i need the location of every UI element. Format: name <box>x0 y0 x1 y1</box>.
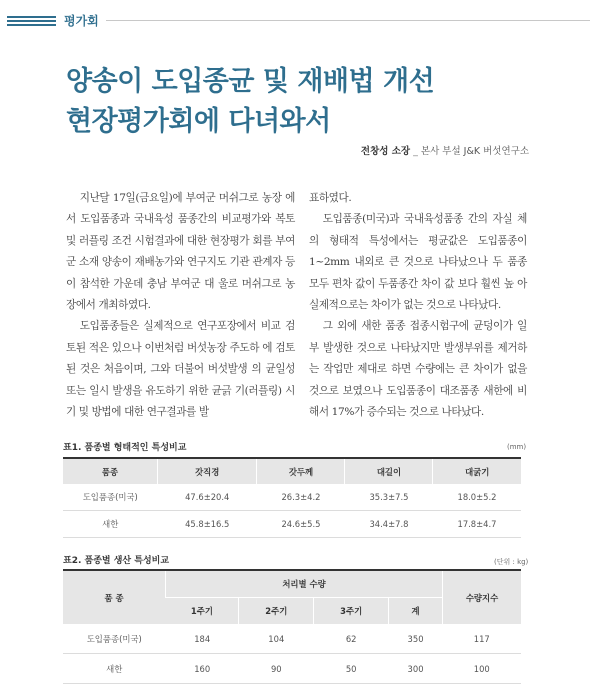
author-separator: _ <box>413 146 418 157</box>
body-line: 체의 형태적 특성에서는 평균값은 도입품종이 <box>309 213 527 247</box>
section-divider <box>106 20 590 21</box>
body-line: 해서 17%가 증수되는 것으로 나타났다. <box>309 406 484 419</box>
body-line: 부 발생한 것으로 나타났지만 발생부위를 제거하 <box>309 341 527 354</box>
body-line: 의 균일성 또는 일시 발생을 유도하기 위한 균긁 <box>66 363 296 397</box>
table1-header: 대길이 <box>345 458 433 484</box>
table1 <box>63 457 521 538</box>
table-cell: 새한 <box>63 511 158 538</box>
body-line: 지난달 17일(금요일)에 부여군 머쉬그로 농장 <box>79 192 282 204</box>
body-line: 기(러플링) 시기 및 방법에 대한 연구결과를 발 <box>66 384 296 419</box>
title-line-2: 현장평가회에 다녀와서 <box>66 106 331 137</box>
body-line: 표하였다. <box>309 192 352 204</box>
body-line: 1~2mm 내외로 큰 것으로 나타났으나 두 품종 <box>309 256 527 269</box>
body-line: 회를 부여군 소재 양송이 재배농가와 연구지도 <box>66 234 295 269</box>
table-cell: 도입품종(미국) <box>63 624 166 654</box>
table2-subheader: 1주기 <box>166 598 239 625</box>
table-cell: 24.6±5.5 <box>257 511 345 538</box>
table-cell: 26.3±4.2 <box>257 484 345 511</box>
table2-subheader: 계 <box>389 598 443 625</box>
body-paragraph <box>309 188 527 209</box>
table-cell: 50 <box>314 654 389 684</box>
table-cell: 100 <box>443 654 522 684</box>
table2-header-index: 수량지수 <box>443 570 522 624</box>
body-line: 그 외에 새한 품종 접종시험구에 균덩이가 일 <box>322 320 527 333</box>
table-cell: 90 <box>239 654 314 684</box>
table-cell: 300 <box>389 654 443 684</box>
author-affiliation: 본사 부설 J&K 버섯연구소 <box>420 146 529 157</box>
body-line: 모두 편차 값이 두품종간 차이 값 보다 훨씬 높 <box>309 277 514 290</box>
table1-title: 표1. 품종별 형태적인 특성비교 <box>63 443 187 453</box>
body-line: 기관 관계자 등이 참석한 가운데 충남 부여군 대 <box>66 256 296 290</box>
table-cell: 18.0±5.2 <box>433 484 521 511</box>
table-cell: 45.8±16.5 <box>158 511 257 538</box>
table-cell: 184 <box>166 624 239 654</box>
section-label: 평가회 <box>64 14 99 28</box>
table-cell: 17.8±4.7 <box>433 511 521 538</box>
table-cell: 47.6±20.4 <box>158 484 257 511</box>
table2-subheader: 3주기 <box>314 598 389 625</box>
body-paragraph <box>309 209 527 316</box>
body-line: 아 실제적으로는 차이가 없는 것으로 나타났다. <box>309 277 527 312</box>
table-cell: 도입품종(미국) <box>63 484 158 511</box>
table1-header: 품종 <box>63 458 158 484</box>
table-row <box>63 484 521 511</box>
section-marker <box>7 16 56 25</box>
table1-header: 갓직경 <box>158 458 257 484</box>
table1-unit: (mm) <box>507 443 527 451</box>
table2-title: 표2. 품종별 생산 특성비교 <box>63 556 170 566</box>
body-right-column <box>309 188 527 423</box>
table2-unit: (단위 : kg) <box>494 558 529 566</box>
body-line: 에 검토된 것은 처음이며, 그와 더불어 버섯발생 <box>66 341 296 376</box>
body-line: 는 작업만 제대로 하면 수량에는 큰 차이가 없을 <box>309 363 527 376</box>
body-paragraph <box>66 316 295 423</box>
table-cell: 350 <box>389 624 443 654</box>
table-cell: 62 <box>314 624 389 654</box>
author-name: 전창성 소장 <box>360 146 411 157</box>
table2-header-group: 처리별 수량 <box>166 570 443 598</box>
body-line: 울로 머쉬그로 농장에서 개최하였다. <box>66 277 295 312</box>
table-cell: 34.4±7.8 <box>345 511 433 538</box>
table2-header-variety: 품 종 <box>63 570 166 624</box>
table-cell: 160 <box>166 654 239 684</box>
table2-subheader: 2주기 <box>239 598 314 625</box>
article-title <box>66 62 434 142</box>
table1-header: 대굵기 <box>433 458 521 484</box>
table2 <box>63 569 521 684</box>
table-cell: 117 <box>443 624 522 654</box>
table-cell: 104 <box>239 624 314 654</box>
table-row <box>63 511 521 538</box>
body-line: 도입품종(미국)과 국내육성품종 간의 자실 <box>322 213 513 226</box>
body-line: 것으로 보였으나 도입품종이 대조품종 새한에 비 <box>309 384 527 397</box>
table-row <box>63 654 521 684</box>
table-cell: 새한 <box>63 654 166 684</box>
body-left-column <box>66 188 295 423</box>
body-line: 도입품종들은 실제적으로 연구포장에서 비교 <box>79 320 281 333</box>
body-paragraph <box>66 188 295 316</box>
table-cell: 35.3±7.5 <box>345 484 433 511</box>
body-line: 복토 및 러플링 조건 시험결과에 대한 현장평가 <box>66 213 295 247</box>
body-line: 에서 도입품종과 국내육성 품종간의 비교평가와 <box>66 192 296 226</box>
body-line: 검토된 적은 있으나 이번처럼 버섯농장 주도하 <box>66 320 295 354</box>
table1-header: 갓두께 <box>257 458 345 484</box>
table-row <box>63 624 521 654</box>
body-paragraph <box>309 316 527 423</box>
title-line-1: 양송이 도입종균 및 재배법 개선 <box>66 66 435 97</box>
author-byline <box>361 143 529 157</box>
